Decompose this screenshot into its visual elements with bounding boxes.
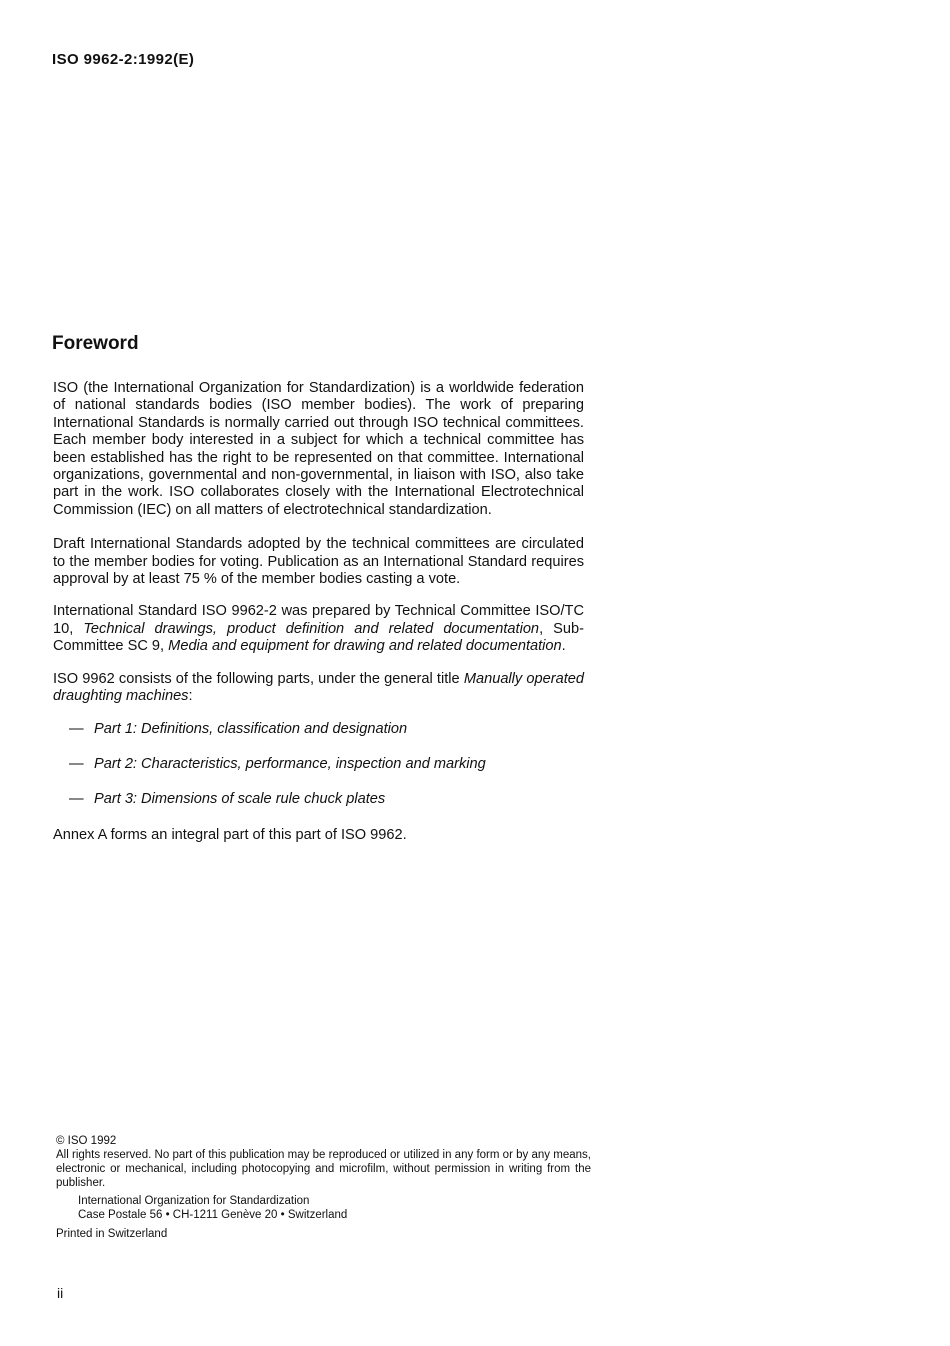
committee-title: Technical drawings, product definition and related documentation (83, 620, 540, 637)
prepared-by-text: International Standard ISO 9962-2 was prepared by Technical Committee ISO/TC 10, (53, 603, 584, 637)
page-number: ii (57, 1285, 64, 1301)
postal-address: Case Postale 56 • CH-1211 Genève 20 • Switzerland (78, 1209, 348, 1221)
list-item (69, 721, 584, 738)
list-dash: — (69, 720, 84, 737)
organization-name: International Organization for Standardization (78, 1195, 310, 1207)
parts-list (53, 721, 584, 809)
subcommittee-title: Media and equipment for drawing and related documentation (168, 638, 562, 655)
prepared-by-end: . (561, 638, 566, 655)
list-dash: — (69, 791, 84, 808)
copyright-notice: © ISO 1992 (56, 1135, 117, 1147)
general-title: Manually operated draughting machines (53, 670, 584, 705)
part-title: Part 1: Definitions, classification and designation (94, 720, 408, 737)
parts-intro-text: ISO 9962 consists of the following parts, under the general title (53, 670, 464, 687)
paragraph-parts-intro (53, 671, 584, 706)
parts-intro-end: : (188, 688, 193, 705)
rights-statement: All rights reserved. No part of this publication may be reproduced or utilized in any form or by any means, electronic or mechanical, including photocopying and microfilm, without permission in writing from the publisher. (56, 1149, 591, 1189)
document-id: ISO 9962-2:1992(E) (52, 51, 195, 68)
foreword-body (53, 380, 584, 859)
paragraph-annex: Annex A forms an integral part of this part of ISO 9962. (53, 826, 407, 843)
paragraph-draft-standards: Draft International Standards adopted by the technical committees are circulated to the member bodies for voting. Publication as an International Standard requires approval by at least 75 % of the member bodies casting a vote. (53, 536, 584, 588)
paragraph-iso-intro: ISO (the International Organization for Standardization) is a worldwide federation of national standards bodies (ISO member bodies). The work of preparing International Standards is normally carried out through ISO technical committees. Each member body interested in a subject for which a technical committee has been established has the right to be represented on that committee. International organizations, governmental and non-governmental, in liaison with ISO, also take part in the work. ISO collaborates closely with the International Electrotechnical Commission (IEC) on all matters of electrotechnical standardization. (53, 380, 584, 518)
part-title: Part 3: Dimensions of scale rule chuck plates (94, 791, 386, 808)
list-dash: — (69, 755, 84, 772)
part-title: Part 2: Characteristics, performance, inspection and marking (94, 755, 486, 772)
list-item (69, 756, 584, 773)
foreword-heading: Foreword (52, 333, 139, 354)
printed-in: Printed in Switzerland (56, 1228, 168, 1240)
paragraph-prepared-by (53, 603, 584, 655)
copyright-block (56, 1134, 591, 1241)
list-item (69, 791, 584, 808)
subcommittee-text: , Sub-Committee SC 9, (53, 620, 584, 655)
publisher-address (56, 1194, 591, 1222)
